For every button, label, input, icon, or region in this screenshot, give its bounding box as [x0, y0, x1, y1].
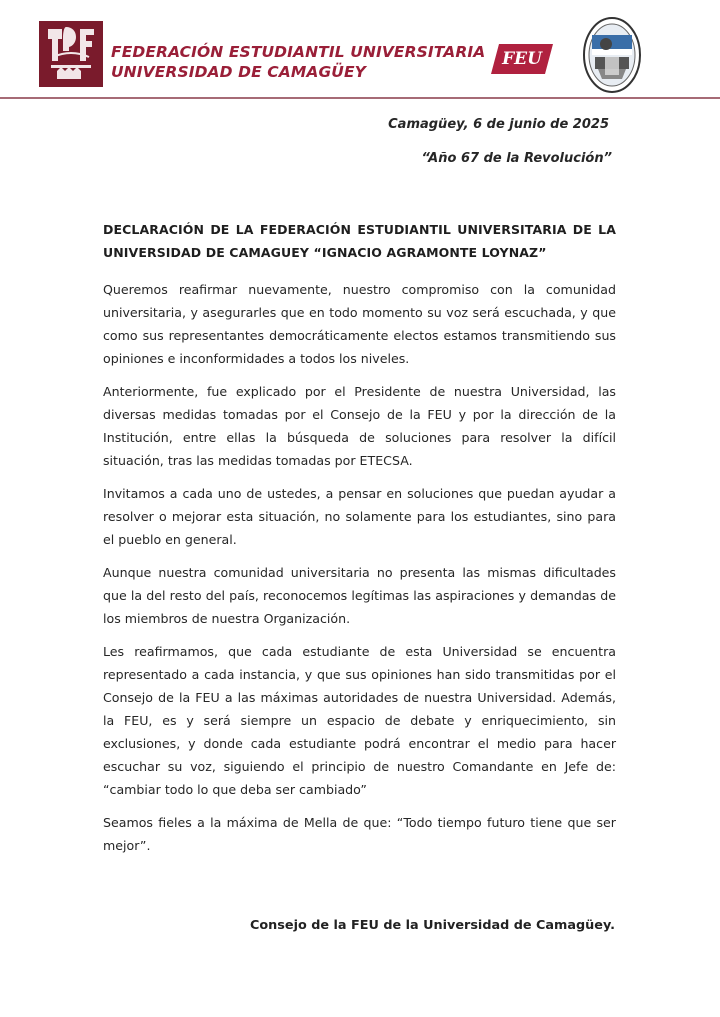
- paragraph: Queremos reafirmar nuevamente, nuestro compromiso con la comunidad universitaria, y asegurarles que en todo momento su voz será escuchada, y que como sus representantes democráticamente electos estamos transmitiendo sus opiniones e inconformidades a todos los niveles.: [103, 282, 616, 366]
- paragraph: Aunque nuestra comunidad universitaria no presenta las mismas dificultades que la del resto del país, reconocemos legítimas las aspiraciones y demandas de los miembros de nuestra Organización.: [103, 565, 616, 626]
- university-emblem-icon: [39, 21, 103, 87]
- paragraph: Invitamos a cada uno de ustedes, a pensar en soluciones que puedan ayudar a resolver o mejorar esta situación, no solamente para los estudiantes, sino para el pueblo en general.: [103, 486, 616, 547]
- university-logo: [39, 21, 103, 87]
- paragraph: Les reafirmamos, que cada estudiante de esta Universidad se encuentra representado a cada instancia, y que sus opiniones han sido transmitidas por el Consejo de la FEU a las máximas autoridades de nuestra Universidad. Además, la FEU, es y será siempre un espacio de debate y enriquecimiento, sin exclusiones, y donde cada estudiante podrá encontrar el medio para hacer escuchar su voz, siguiendo el principio de nuestro Comandante en Jefe de: “cambiar todo lo que deba ser cambiado”: [103, 644, 616, 797]
- header-divider: [0, 97, 720, 99]
- paragraph: Seamos fieles a la máxima de Mella de que: “Todo tiempo futuro tiene que ser mejor”.: [103, 815, 616, 853]
- signature: Consejo de la FEU de la Universidad de Camagüey.: [250, 918, 615, 933]
- declaration-title: DECLARACIÓN DE LA FEDERACIÓN ESTUDIANTIL UNIVERSITARIA DE LA UNIVERSIDAD DE CAMAGUEY “IGNACIO AGRAMONTE LOYNAZ”: [103, 222, 616, 260]
- organization-name-line2: UNIVERSIDAD DE CAMAGÜEY: [111, 63, 366, 81]
- paragraph: Anteriormente, fue explicado por el Presidente de nuestra Universidad, las diversas medidas tomadas por el Consejo de la FEU y por la dirección de la Institución, entre ellas la búsqueda de soluciones para resolver la difícil situación, tras las medidas tomadas por ETECSA.: [103, 384, 616, 468]
- document-date: Camagüey, 6 de junio de 2025: [388, 117, 609, 132]
- organization-name-line1: FEDERACIÓN ESTUDIANTIL UNIVERSITARIA: [111, 43, 486, 61]
- organization-name: [111, 42, 485, 82]
- feu-logo: [491, 43, 553, 75]
- letterhead: [0, 0, 720, 100]
- year-motto: “Año 67 de la Revolución”: [421, 151, 612, 166]
- declaration-body: [103, 218, 616, 867]
- university-seal: [583, 17, 641, 93]
- feu-logo-text: FEU: [502, 49, 542, 69]
- seal-portrait-icon: [583, 17, 641, 93]
